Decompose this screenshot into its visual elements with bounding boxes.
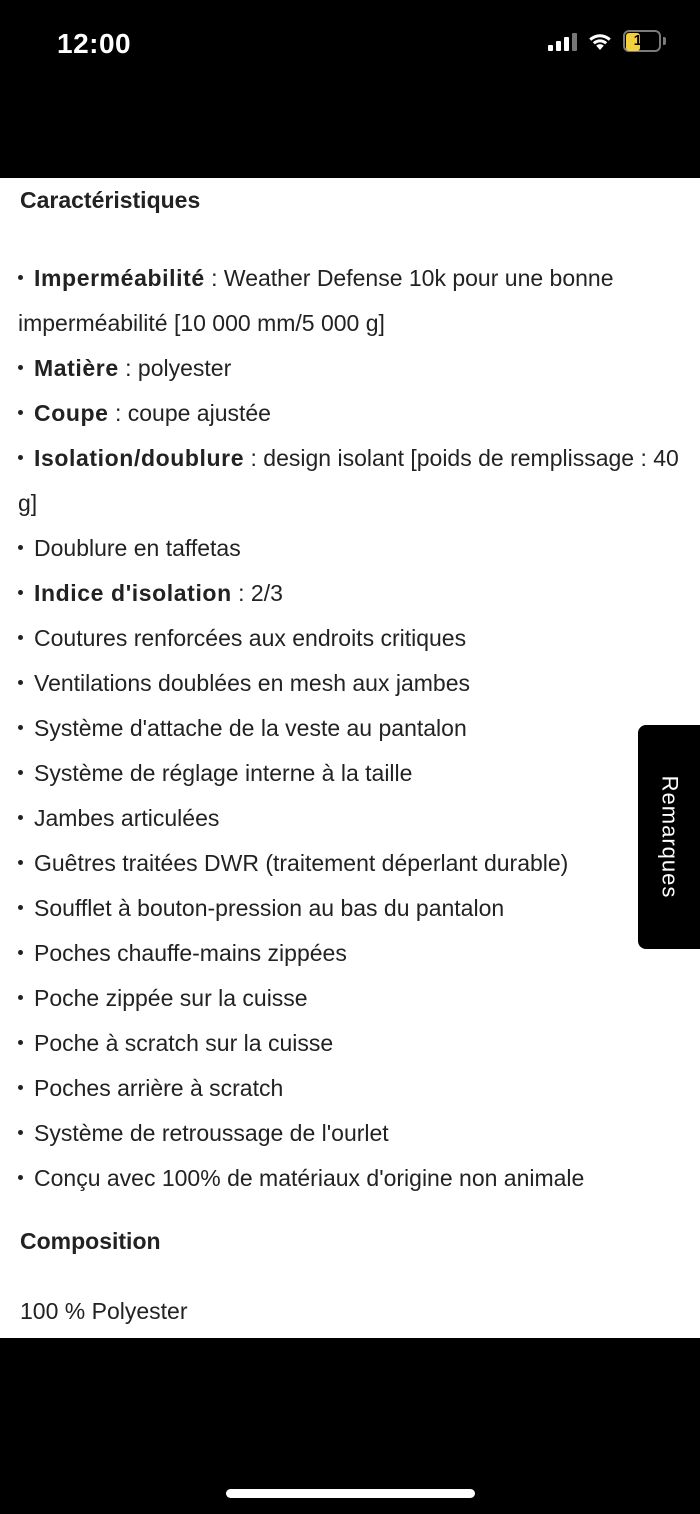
list-item — [18, 931, 688, 976]
bullet-icon — [18, 365, 23, 370]
cellular-signal-icon — [548, 31, 577, 51]
product-details — [0, 178, 700, 1338]
bullet-icon — [18, 590, 23, 595]
battery-icon — [623, 30, 661, 52]
bullet-icon — [18, 1130, 23, 1135]
characteristics-heading: Caractéristiques — [20, 187, 201, 213]
wifi-icon — [587, 31, 613, 51]
composition-heading: Composition — [20, 1228, 161, 1254]
feature-title: Isolation/doublure — [34, 445, 245, 471]
list-item — [18, 1111, 688, 1156]
list-item — [18, 886, 688, 931]
feature-text: Système d'attache de la veste au pantalon — [34, 715, 467, 741]
feature-text: Système de retroussage de l'ourlet — [34, 1120, 389, 1146]
list-item — [18, 1066, 688, 1111]
status-bar — [0, 0, 700, 178]
battery-nub — [663, 37, 666, 45]
bullet-icon — [18, 1175, 23, 1180]
feature-text: Jambes articulées — [34, 805, 220, 831]
feature-text: Doublure en taffetas — [34, 535, 241, 561]
feature-text: Système de réglage interne à la taille — [34, 760, 413, 786]
feature-text: : 2/3 — [231, 580, 283, 606]
feature-text: Poche à scratch sur la cuisse — [34, 1030, 334, 1056]
feature-text: Poche zippée sur la cuisse — [34, 985, 308, 1011]
feature-text: Coutures renforcées aux endroits critiques — [34, 625, 467, 651]
feature-text: Ventilations doublées en mesh aux jambes — [34, 670, 471, 696]
list-item — [18, 976, 688, 1021]
list-item — [18, 841, 688, 886]
battery-level: 19 — [633, 32, 651, 49]
list-item — [18, 706, 688, 751]
feature-title: Imperméabilité — [34, 265, 205, 291]
bullet-icon — [18, 995, 23, 1000]
list-item — [18, 346, 688, 391]
feature-title: Matière — [34, 355, 119, 381]
status-time: 12:00 — [57, 28, 132, 59]
feature-text: Guêtres traitées DWR (traitement déperlant durable) — [34, 850, 569, 876]
feature-title: Coupe — [34, 400, 109, 426]
feature-text: Conçu avec 100% de matériaux d'origine non animale — [34, 1165, 585, 1191]
list-item — [18, 751, 688, 796]
characteristics-list — [18, 256, 688, 1201]
bullet-icon — [18, 635, 23, 640]
list-item — [18, 436, 688, 526]
list-item — [18, 391, 688, 436]
composition-value: 100 % Polyester — [20, 1298, 188, 1324]
list-item — [18, 1156, 688, 1201]
list-item — [18, 661, 688, 706]
bullet-icon — [18, 1085, 23, 1090]
bullet-icon — [18, 1040, 23, 1045]
feature-text: : coupe ajustée — [108, 400, 271, 426]
list-item — [18, 526, 688, 571]
bullet-icon — [18, 545, 23, 550]
bullet-icon — [18, 275, 23, 280]
list-item — [18, 796, 688, 841]
list-item — [18, 1021, 688, 1066]
feature-title: Indice d'isolation — [34, 580, 232, 606]
bullet-icon — [18, 950, 23, 955]
remarks-tab-button[interactable] — [638, 725, 700, 949]
bullet-icon — [18, 860, 23, 865]
bullet-icon — [18, 410, 23, 415]
feature-text: Poches arrière à scratch — [34, 1075, 284, 1101]
bullet-icon — [18, 725, 23, 730]
bullet-icon — [18, 905, 23, 910]
home-indicator[interactable] — [226, 1489, 475, 1498]
feature-text: : polyester — [118, 355, 232, 381]
bullet-icon — [18, 770, 23, 775]
list-item — [18, 616, 688, 661]
list-item — [18, 256, 688, 346]
bullet-icon — [18, 680, 23, 685]
feature-text: : Weather Defense 10k pour une bonne imperméabilité [10 000 mm/5 000 g] — [18, 265, 614, 336]
bullet-icon — [18, 455, 23, 460]
status-icons — [548, 30, 666, 52]
feature-text: Poches chauffe-mains zippées — [34, 940, 347, 966]
remarks-tab-label: Remarques — [657, 775, 682, 899]
list-item — [18, 571, 688, 616]
bullet-icon — [18, 815, 23, 820]
feature-text: : design isolant [poids de remplissage : 40 g] — [18, 445, 679, 516]
feature-text: Soufflet à bouton-pression au bas du pantalon — [34, 895, 505, 921]
